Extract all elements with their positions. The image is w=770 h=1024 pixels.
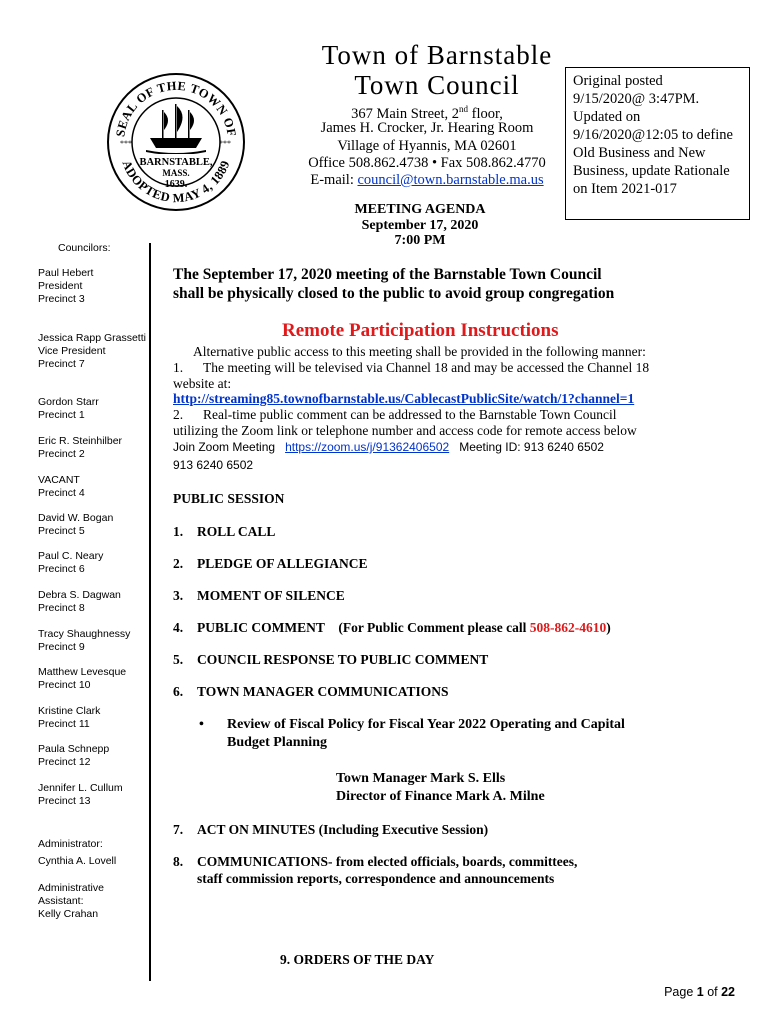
- agenda-date: September 17, 2020: [361, 218, 479, 233]
- agenda-heading: MEETING AGENDA: [354, 202, 486, 217]
- councilor-entry: David W. Bogan Precinct 5: [38, 512, 114, 537]
- councilor-entry: Paula Schnepp Precinct 12: [38, 743, 110, 768]
- seal-center-state: MASS.: [162, 168, 190, 178]
- step-2: 2. Real-time public comment can be addressed to the Barnstable Town Council: [173, 407, 617, 422]
- councilor-entry: Gordon Starr Precinct 1: [38, 396, 99, 421]
- posted-line: 9/15/2020@ 3:47PM.: [573, 91, 700, 107]
- seal-center-name: BARNSTABLE,: [139, 157, 213, 168]
- agenda-item: 5. COUNCIL RESPONSE TO PUBLIC COMMENT: [173, 652, 489, 667]
- step-1-cont: website at:: [173, 376, 232, 391]
- council-name: Town Council: [354, 70, 520, 100]
- zoom-code: 913 6240 6502: [173, 458, 254, 472]
- agenda-item: 6. TOWN MANAGER COMMUNICATIONS: [173, 684, 449, 699]
- administrator-name: Cynthia A. Lovell: [38, 855, 117, 867]
- agenda-item: 3. MOMENT OF SILENCE: [173, 588, 345, 603]
- seal-bottom-text: ADOPTED MAY 4, 1889: [119, 158, 233, 206]
- email-line: E-mail: council@town.barnstable.ma.us: [310, 172, 544, 188]
- posted-line: Business, update Rationale: [573, 163, 730, 179]
- bullet-icon: •: [199, 717, 204, 732]
- seal-center-year: 1639.: [164, 179, 188, 190]
- public-comment-phone: 508-862-4610: [529, 620, 607, 635]
- ship-emblem: [146, 104, 206, 155]
- agenda-item: 4. PUBLIC COMMENT (For Public Comment please call 508-862-4610): [173, 620, 611, 635]
- agenda-item: 2. PLEDGE OF ALLEGIANCE: [173, 556, 368, 571]
- councilor-entry: Tracy Shaughnessy Precinct 9: [38, 628, 131, 653]
- page-number: Page 1 of 22: [664, 985, 735, 999]
- councilor-entry: Jennifer L. Cullum Precinct 13: [38, 782, 123, 807]
- agenda-item: 9. ORDERS OF THE DAY: [280, 952, 435, 967]
- stream-line: [173, 390, 693, 407]
- town-seal: [106, 72, 246, 212]
- councilor-entry: Jessica Rapp Grassetti Vice President Precinct 7: [38, 332, 146, 370]
- public-session-heading: PUBLIC SESSION: [173, 491, 285, 506]
- agenda-item: 7. ACT ON MINUTES (Including Executive Session): [173, 822, 489, 837]
- alt-access-text: Alternative public access to this meeting shall be provided in the following manner:: [193, 344, 646, 359]
- stream-link[interactable]: http://streaming85.townofbarnstable.us/CablecastPublicSite/watch/1?channel=1: [173, 391, 635, 406]
- town-name: Town of Barnstable: [321, 40, 553, 70]
- svg-text:***: ***: [219, 139, 231, 148]
- lead-line: shall be physically closed to the public to avoid group congregation: [173, 285, 615, 302]
- councilor-entry: Paul Hebert President Precinct 3: [38, 267, 94, 305]
- posted-line: on Item 2021-017: [573, 181, 677, 197]
- councilor-entry: Debra S. Dagwan Precinct 8: [38, 589, 121, 614]
- sidebar-divider: [149, 243, 151, 981]
- councilor-entry: Eric R. Steinhilber Precinct 2: [38, 435, 123, 460]
- posted-line: Original posted: [573, 73, 663, 89]
- phone-fax: Office 508.862.4738 • Fax 508.862.4770: [308, 155, 546, 171]
- svg-text:***: ***: [120, 139, 132, 148]
- zoom-line: Join Zoom Meeting https://zoom.us/j/91362406502 Meeting ID: 913 6240 6502: [173, 440, 604, 454]
- step-2-cont: utilizing the Zoom link or telephone number and access code for remote access below: [173, 423, 637, 438]
- agenda-time: 7:00 PM: [394, 233, 446, 248]
- agenda-item: 8. COMMUNICATIONS- from elected officials, boards, committees,: [173, 854, 578, 869]
- street-address: 367 Main Street, 2nd floor,: [351, 104, 503, 122]
- agenda-item-cont: staff commission reports, correspondence and announcements: [197, 871, 555, 886]
- posted-notice-box: [565, 67, 750, 220]
- remote-participation-title: Remote Participation Instructions: [282, 320, 559, 341]
- councilor-entry: VACANT Precinct 4: [38, 474, 85, 499]
- seal-top-text: SEAL OF THE TOWN OF: [113, 78, 239, 138]
- administrator-label: Administrator:: [38, 838, 103, 850]
- presenter: Town Manager Mark S. Ells: [336, 771, 506, 786]
- councilor-entry: Matthew Levesque Precinct 10: [38, 666, 127, 691]
- posted-line: 9/16/2020@12:05 to define: [573, 127, 733, 143]
- village-address: Village of Hyannis, MA 02601: [337, 138, 517, 154]
- posted-line: Old Business and New: [573, 145, 706, 161]
- councilor-entry: Paul C. Neary Precinct 6: [38, 550, 104, 575]
- email-link[interactable]: council@town.barnstable.ma.us: [357, 172, 544, 188]
- hearing-room: James H. Crocker, Jr. Hearing Room: [320, 120, 534, 136]
- councilor-entry: Kristine Clark Precinct 11: [38, 705, 101, 730]
- agenda-item: 1. ROLL CALL: [173, 524, 276, 539]
- posted-line: Updated on: [573, 109, 641, 125]
- lead-line: The September 17, 2020 meeting of the Barnstable Town Council: [173, 266, 602, 283]
- councilors-label: Councilors:: [58, 242, 111, 254]
- assistant-label: Administrative Assistant: Kelly Crahan: [38, 882, 104, 920]
- bullet-item: • Review of Fiscal Policy for Fiscal Year 2022 Operating and Capital Budget Planning: [199, 717, 625, 750]
- zoom-link[interactable]: https://zoom.us/j/91362406502: [285, 440, 450, 454]
- presenter: Director of Finance Mark A. Milne: [336, 789, 545, 804]
- step-1: 1. The meeting will be televised via Channel 18 and may be accessed the Channel 18: [173, 360, 650, 375]
